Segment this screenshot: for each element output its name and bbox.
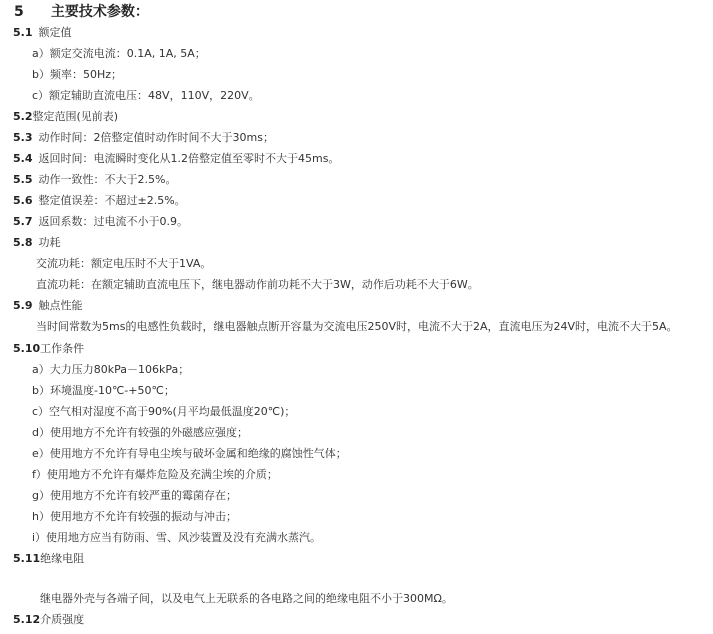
clause-5-11 — [13, 548, 84, 569]
clause-title: 触点性能 — [38, 299, 83, 312]
clause-title: 功耗 — [38, 236, 61, 249]
clause-number: 5.9 — [13, 299, 33, 312]
clause-number: 5.8 — [13, 236, 33, 249]
list-item: c）空气相对湿度不高于90%(月平均最低温度20℃)； — [32, 405, 296, 418]
list-item: h）使用地方不允许有较强的振动与冲击； — [32, 510, 237, 523]
clause-5-3 — [13, 127, 274, 148]
clause-text: 返回系数：过电流不小于0.9。 — [38, 215, 188, 228]
clause-title: 工作条件 — [40, 342, 85, 355]
clause-number: 5.7 — [13, 215, 33, 228]
clause-number: 5.3 — [13, 131, 33, 144]
list-item: f）使用地方不允许有爆炸危险及充满尘埃的介质； — [32, 468, 278, 481]
item-5-1-b: b）频率：50Hz； — [32, 68, 123, 81]
clause-number: 5.1 — [13, 26, 33, 39]
clause-text: 返回时间：电流瞬时变化从1.2倍整定值至零时不大于45ms。 — [38, 152, 340, 165]
item-dc-power: 直流功耗：在额定辅助直流电压下，继电器动作前功耗不大于3W，动作后功耗不大于6W。 — [36, 278, 479, 291]
list-item: d）使用地方不允许有较强的外磁感应强度； — [32, 426, 248, 439]
list-item: g）使用地方不允许有较严重的霉菌存在； — [32, 489, 237, 502]
clause-number: 5.12 — [13, 613, 41, 626]
item-5-1-a: a）额定交流电流：0.1A, 1A, 5A； — [32, 47, 206, 60]
clause-text: 整定值误差：不超过±2.5%。 — [38, 194, 186, 207]
clause-text: 动作一致性：不大于2.5%。 — [38, 173, 177, 186]
clause-5-12 — [13, 609, 84, 630]
clause-text: 动作时间：2倍整定值时动作时间不大于30ms； — [38, 131, 274, 144]
clause-number: 5.2 — [13, 110, 33, 123]
clause-number: 5.10 — [13, 342, 41, 355]
clause-5-7 — [13, 211, 188, 232]
clause-number: 5.5 — [13, 173, 33, 186]
section-number: 5 — [14, 4, 24, 20]
section-heading-text: 主要技术参数： — [50, 4, 149, 20]
clause-title: 额定值 — [38, 26, 72, 39]
item-ac-power: 交流功耗：额定电压时不大于1VA。 — [36, 257, 212, 270]
clause-5-5 — [13, 169, 176, 190]
clause-number: 5.6 — [13, 194, 33, 207]
clause-number: 5.11 — [13, 552, 41, 565]
clause-5-8 — [13, 232, 61, 253]
list-item: e）使用地方不允许有导电尘埃与破坏金属和绝缘的腐蚀性气体； — [32, 447, 347, 460]
clause-5-4 — [13, 148, 339, 169]
clause-number: 5.4 — [13, 152, 33, 165]
list-item: a）大力压力80kPa－106kPa； — [32, 363, 190, 376]
clause-5-9 — [13, 295, 83, 316]
list-item: i）使用地方应当有防雨、雪、风沙装置及没有充满水蒸汽。 — [32, 531, 322, 544]
clause-5-10 — [13, 338, 84, 359]
section-heading — [14, 2, 149, 23]
clause-5-6 — [13, 190, 186, 211]
clause-title: 介质强度 — [40, 613, 85, 626]
item-insulation-resistance: 继电器外壳与各端子间，以及电气上无联系的各电路之间的绝缘电阻不小于300MΩ。 — [40, 592, 453, 605]
clause-text: 整定范围(见前表) — [32, 110, 119, 123]
item-contact-capacity: 当时间常数为5ms的电感性负载时，继电器触点断开容量为交流电压250V时，电流不大于2A，直流电压为24V时，电流不大于5A。 — [36, 320, 678, 333]
clause-title: 绝缘电阻 — [40, 552, 85, 565]
clause-5-1 — [13, 22, 72, 43]
list-item: b）环境温度-10℃-+50℃； — [32, 384, 175, 397]
clause-5-2 — [13, 106, 118, 127]
item-5-1-c: c）额定辅助直流电压：48V，110V，220V。 — [32, 89, 260, 102]
